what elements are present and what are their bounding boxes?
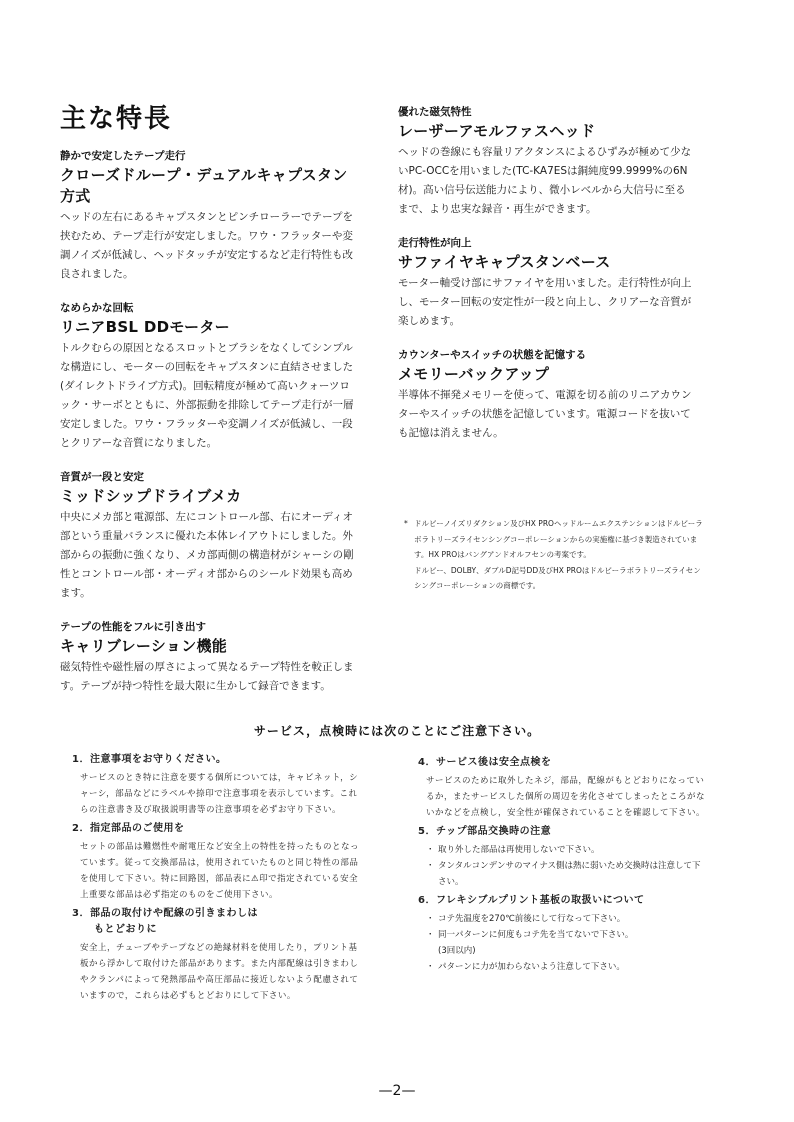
feature-body: トルクむらの原因となるスロットとブラシをなくしてシンプルな構造にし、モーターの回転をキャプスタンに直結させました(ダイレクトドライブ方式)。回転精度が極めて高いクォーツロック・サーボとともに、外部振動を排除してテープ走行が一層安定しました。ワウ・フラッターや変調ノイズが低減し、一段とクリアーな音質になりました。 xyxy=(60,342,354,449)
footnote-marker: * xyxy=(404,519,408,528)
list-item: ・ パターンに力が加わらないよう注意して下さい。 xyxy=(428,959,708,975)
service-item-body: サービスのために取外したネジ，部品，配線がもとどおりになっているか，またサービスした個所の周辺を劣化させてしまったところがないかなどを点検し，安全性が確保されていることを確認して下さい。 xyxy=(426,776,706,818)
feature-subtitle: 優れた磁気特性 xyxy=(398,106,472,118)
features-right-column xyxy=(398,104,696,459)
service-item-heading: 6．フレキシブルプリント基板の取扱いについて xyxy=(418,895,645,906)
chip-parts-list xyxy=(428,842,708,890)
feature-title: サファイヤキャプスタンベース xyxy=(398,253,611,271)
feature-subtitle: なめらかな回転 xyxy=(60,302,134,314)
feature-title: メモリーバックアップ xyxy=(398,365,550,383)
feature-calibration xyxy=(60,619,358,696)
flex-pcb-list xyxy=(428,911,708,975)
feature-midship-drive xyxy=(60,469,358,603)
feature-dual-capstan xyxy=(60,148,358,284)
service-item-heading-line2: もとどおりに xyxy=(94,924,157,935)
page-number: —2— xyxy=(378,1083,416,1099)
service-item-body: 安全上，チューブやテープなどの絶縁材料を使用したり，プリント基板から浮かして取付けた部品があります。また内部配線は引きまわしやクランパによって発熱部品や高圧部品に接近しないよう配慮されていますので，これらは必ずもとどおりにして下さい。 xyxy=(80,943,359,1001)
service-item-heading: 5．チップ部品交換時の注意 xyxy=(418,826,552,837)
service-item-heading: 1．注意事項をお守りください。 xyxy=(72,754,227,765)
trademark-note-license: ドルビーノイズリダクション及びHX PROヘッドルームエクステンションはドルビーラボラトリーズライセンシングコーポレーションからの実施権に基づき製造されています。HX PROはバングアンドオルフセンの考案です。 xyxy=(414,519,703,559)
feature-body: 磁気特性や磁性層の厚さによって異なるテープ特性を較正します。テープが持つ特性を最大限に生かして録音できます。 xyxy=(60,661,354,692)
service-right-column xyxy=(418,755,708,978)
list-item-note: (3回以内) xyxy=(438,946,476,956)
feature-memory-backup xyxy=(398,347,696,443)
feature-body: モーター軸受け部にサファイヤを用いました。走行特性が向上し、モーター回転の安定性が一段と向上し、クリアーな音質が楽しめます。 xyxy=(398,277,692,327)
feature-title: リニアBSL DDモーター xyxy=(60,318,230,336)
service-item-heading: 2．指定部品のご使用を xyxy=(72,823,185,834)
feature-title: ミッドシップドライブメカ xyxy=(60,487,242,505)
features-left-column xyxy=(60,148,358,712)
service-item-body: サービスのとき特に注意を要する個所については，キャビネット，シャーシ，部品などにラベルや捺印で注意事項を表示しています。これらの注意書き及び取扱説明書等の注意事項を必ずお守り下さい。 xyxy=(80,773,359,815)
service-left-column xyxy=(72,752,362,1007)
list-item: ・ タンタルコンデンサのマイナス側は熱に弱いため交換時は注意して下さい。 xyxy=(428,858,708,890)
feature-body: 中央にメカ部と電源部、左にコントロール部、右にオーディオ部という重量バランスに優れた本体レイアウトにしました。外部からの振動に強くなり、メカ部両側の構造材がシャーシの剛性とコントロール部・オーディオ部からのシールド効果も高めます。 xyxy=(60,511,354,599)
list-item: ・ 同一パターンに何度もコテ先を当てないで下さい。 xyxy=(428,927,708,943)
feature-dd-motor xyxy=(60,300,358,453)
feature-subtitle: テープの性能をフルに引き出す xyxy=(60,621,207,633)
list-item: ・ コテ先温度を270℃前後にして行なって下さい。 xyxy=(428,911,708,927)
feature-subtitle: 静かで安定したテープ走行 xyxy=(60,150,186,162)
page-title: 主な特長 xyxy=(60,104,173,134)
feature-body: ヘッドの左右にあるキャプスタンとピンチローラーでテープを挟むため、テープ走行が安定しました。ワウ・フラッターや変調ノイズが低減し、ヘッドタッチが安定するなど走行特性も改良されました。 xyxy=(60,211,354,280)
feature-amorphous-head xyxy=(398,104,696,219)
service-item-body: セットの部品は難燃性や耐電圧など安全上の特性を持ったものとなっています。従って交換部品は，使用されていたものと同じ特性の部品を使用して下さい。特に回路図，部品表に⚠印で指定されている安全上重要な部品は必ず指定のものをご使用下さい。 xyxy=(80,842,360,900)
feature-sapphire-base xyxy=(398,235,696,331)
feature-body: 半導体不揮発メモリーを使って、電源を切る前のリニアカウンターやスイッチの状態を記憶しています。電源コードを抜いても記憶は消えません。 xyxy=(398,389,692,439)
service-item-heading-line1: 3．部品の取付けや配線の引きまわしは xyxy=(72,908,258,919)
feature-title: キャリブレーション機能 xyxy=(60,637,228,655)
service-item-heading: 4．サービス後は安全点検を xyxy=(418,757,552,768)
trademark-notes xyxy=(404,516,704,594)
list-item: ・ 取り外した部品は再使用しないで下さい。 xyxy=(428,842,708,858)
service-heading: サービス，点検時には次のことにご注意下さい。 xyxy=(253,724,541,738)
trademark-note-trademark: ドルビー、DOLBY、ダブルD記号DD及びHX PROはドルビーラボラトリーズライセンシングコーポレーションの商標です。 xyxy=(414,565,701,590)
feature-body: ヘッドの巻線にも容量リアクタンスによるひずみが極めて少ないPC-OCCを用いました(TC-KA7ESは銅純度99.9999%の6N材)。高い信号伝送能力により、微小レベルから大信号に至るまで、より忠実な録音・再生ができます。 xyxy=(398,146,692,215)
service-item-heading xyxy=(72,906,362,938)
feature-subtitle: 走行特性が向上 xyxy=(398,237,472,249)
feature-title: クローズドループ・デュアルキャプスタン方式 xyxy=(60,166,348,205)
feature-subtitle: 音質が一段と安定 xyxy=(60,471,144,483)
feature-subtitle: カウンターやスイッチの状態を記憶する xyxy=(398,349,587,361)
feature-title: レーザーアモルファスヘッド xyxy=(398,122,596,140)
